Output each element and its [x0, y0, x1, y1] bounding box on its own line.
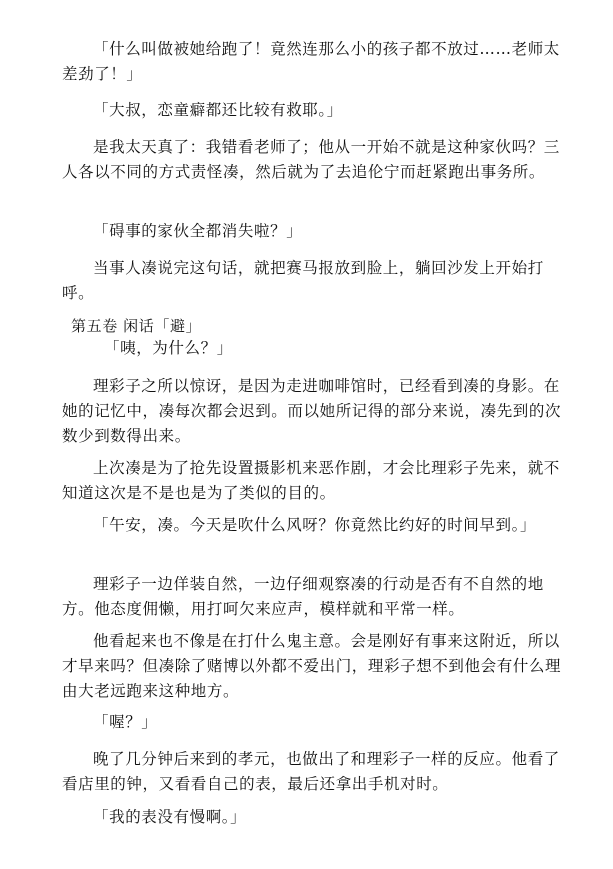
paragraph: 当事人凑说完这句话，就把赛马报放到脸上，躺回沙发上开始打呼。	[62, 259, 544, 302]
paragraph: 是我太天真了：我错看老师了；他从一开始不就是这种家伙吗？三人各以不同的方式责怪凑，然后就为了去追伦宁而赶紧跑出事务所。	[62, 138, 560, 181]
paragraph: 理彩子之所以惊讶，是因为走进咖啡馆时，已经看到凑的身影。在她的记忆中，凑每次都会迟到。而以她所记得的部分来说，凑先到的次数少到数得出来。	[62, 377, 562, 445]
paragraph: 理彩子一边佯装自然，一边仔细观察凑的行动是否有不自然的地方。他态度佣懒，用打呵欠来应声，模样就和平常一样。	[62, 575, 544, 618]
paragraph: 「午安，凑。今天是吹什么风呀？你竟然比约好的时间早到。」	[93, 516, 537, 534]
paragraph: 「碍事的家伙全都消失啦？」	[93, 222, 303, 240]
paragraph: 「咦，为什么？」	[104, 339, 233, 357]
paragraph: 「什么叫做被她给跑了！竟然连那么小的孩子都不放过……老师太差劲了！」	[62, 40, 560, 83]
paragraph: 「大叔，恋童癖都还比较有救耶。」	[93, 101, 343, 119]
chapter-heading: 第五卷 闲话「避」	[71, 317, 202, 335]
paragraph: 晚了几分钟后来到的孝元，也做出了和理彩子一样的反应。他看了看店里的钟，又看看自己的表，最后还拿出手机对时。	[62, 750, 560, 793]
paragraph: 「喔？」	[93, 713, 158, 731]
paragraph: 他看起来也不像是在打什么鬼主意。会是刚好有事来这附近，所以才早来吗？但凑除了赌博以外都不爱出门，理彩子想不到他会有什么理由大老远跑来这种地方。	[62, 632, 562, 700]
paragraph: 上次凑是为了抢先设置摄影机来恶作剧，才会比理彩子先来，就不知道这次是不是也是为了类似的目的。	[62, 459, 560, 502]
paragraph: 「我的表没有慢啊。」	[93, 808, 247, 826]
